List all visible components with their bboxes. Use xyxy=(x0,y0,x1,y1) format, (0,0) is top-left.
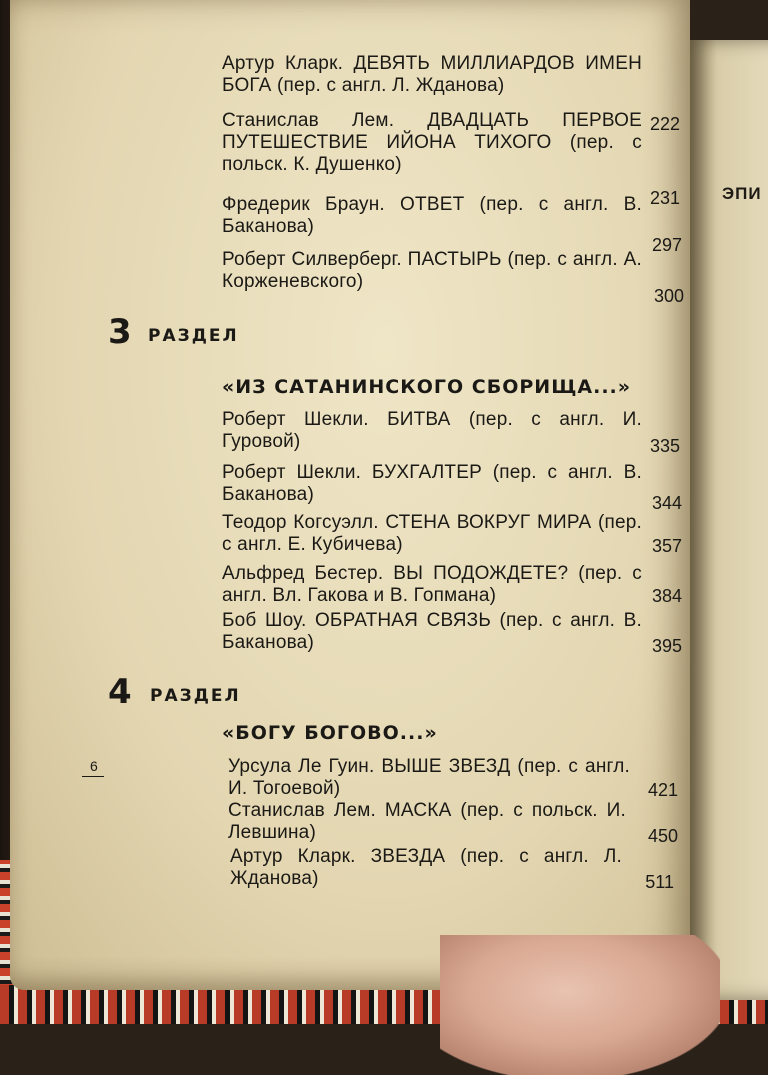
toc-entry: Теодор Когсуэлл. СТЕНА ВОКРУГ МИРА (пер. с англ. Е. Кубичева) xyxy=(222,512,642,555)
toc-entry: Боб Шоу. ОБРАТНАЯ СВЯЗЬ (пер. с англ. В. Баканова) xyxy=(222,610,642,653)
toc-entry: Урсула Ле Гуин. ВЫШЕ ЗВЕЗД (пер. с англ. И. Тогоевой) xyxy=(228,756,630,799)
toc-page-number: 335 xyxy=(649,436,680,456)
toc-page-number: 384 xyxy=(651,586,682,606)
toc-page-number: 297 xyxy=(651,235,682,255)
toc-entry: Артур Кларк. ДЕВЯТЬ МИЛЛИАРДОВ ИМЕН БОГА (пер. с англ. Л. Жданова) xyxy=(222,53,642,96)
section-title: «ИЗ САТАНИНСКОГО СБОРИЩА...» xyxy=(222,376,632,398)
section-label: РАЗДЕЛ xyxy=(148,326,239,346)
section-label: РАЗДЕЛ xyxy=(150,686,241,706)
facing-page-text: ЭПИ xyxy=(722,184,762,203)
toc-entry: Артур Кларк. ЗВЕЗДА (пер. с англ. Л. Жданова) xyxy=(230,846,622,889)
toc-entry: Роберт Шекли. БИТВА (пер. с англ. И. Гуровой) xyxy=(222,409,642,452)
toc-page-number: 395 xyxy=(651,636,682,656)
section-title: «БОГУ БОГОВО...» xyxy=(222,722,438,744)
toc-entry: Станислав Лем. ДВАДЦАТЬ ПЕРВОЕ ПУТЕШЕСТВИЕ ИЙОНА ТИХОГО (пер. с польск. К. Душенко) xyxy=(222,110,642,175)
toc-entry: Альфред Бестер. ВЫ ПОДОЖДЕТЕ? (пер. с англ. Вл. Гакова и В. Гопмана) xyxy=(222,563,642,606)
toc-page-number: 421 xyxy=(647,780,678,800)
toc-page-number: 222 xyxy=(649,114,680,134)
section-number: 4 xyxy=(108,672,132,712)
toc-page-number: 231 xyxy=(649,188,680,208)
folio-page-number: 6 xyxy=(82,758,104,777)
toc-entry: Станислав Лем. МАСКА (пер. с польск. И. Левшина) xyxy=(228,800,626,843)
toc-entry: Роберт Шекли. БУХГАЛТЕР (пер. с англ. В. Баканова) xyxy=(222,462,642,505)
toc-page-number: 511 xyxy=(645,872,674,892)
toc-page-number: 357 xyxy=(651,536,682,556)
toc-page-number: 344 xyxy=(651,493,682,513)
thumb xyxy=(440,935,720,1075)
toc-entry: Роберт Силверберг. ПАСТЫРЬ (пер. с англ. А. Корженевского) xyxy=(222,249,642,292)
toc-page-number: 450 xyxy=(647,826,678,846)
toc-entry: Фредерик Браун. ОТВЕТ (пер. с англ. В. Баканова) xyxy=(222,194,642,237)
toc-page-number: 300 xyxy=(653,286,684,306)
section-number: 3 xyxy=(108,312,132,352)
